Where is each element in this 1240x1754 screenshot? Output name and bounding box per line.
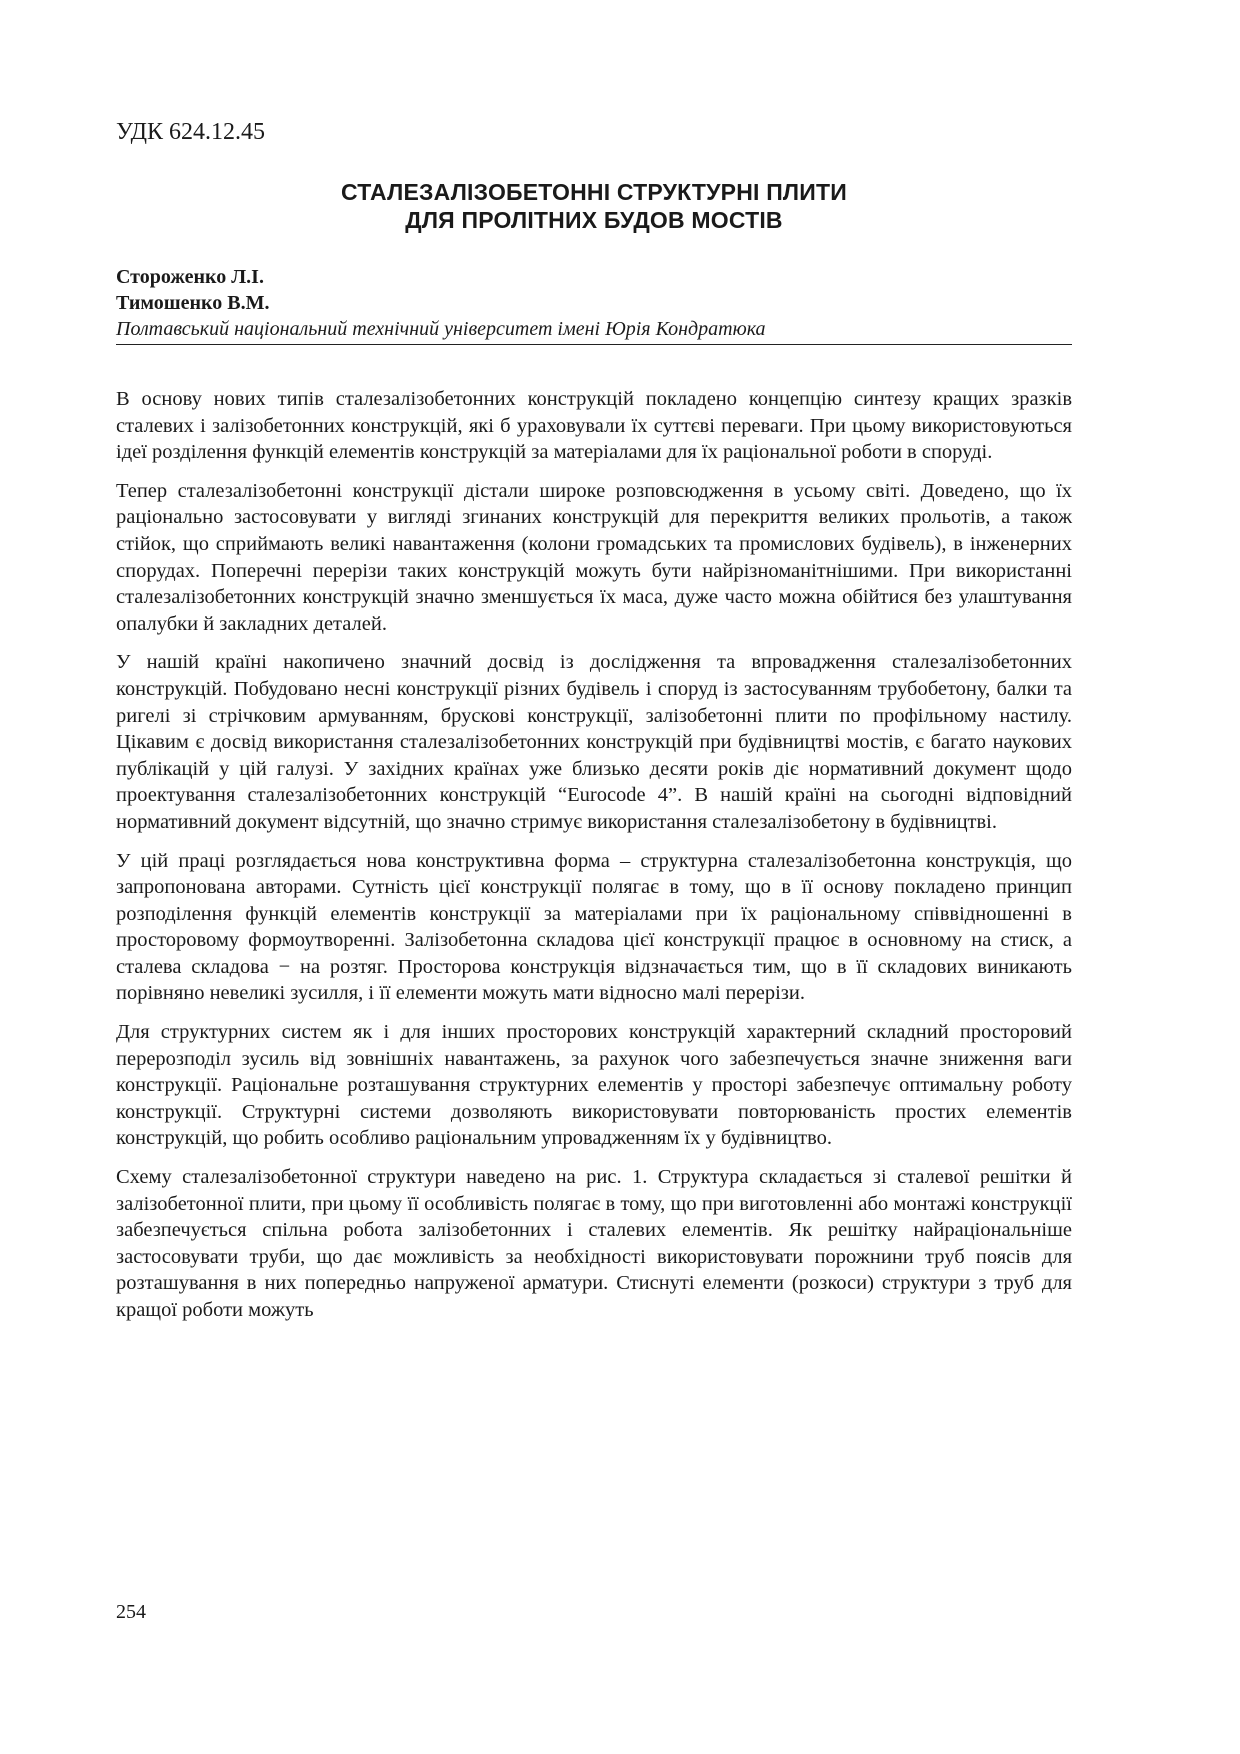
paper-title <box>116 178 1072 234</box>
body-paragraph: В основу нових типів сталезалізобетонних конструкцій покладено концепцію синтезу кращих зразків сталевих і залізобетонних конструкцій, які б ураховували їх суттєві переваги. При цьому використовуються ідеї розділення функцій елементів конструкцій за матеріалами для їх раціональної роботи в споруді. <box>116 388 1072 464</box>
article-body <box>116 386 1072 1336</box>
body-paragraph: Для структурних систем як і для інших просторових конструкцій характерний складний просторовий перерозподіл зусиль від зовнішніх навантажень, за рахунок чого забезпечується значне зниження ваги конструкції. Раціональне розташування структурних елементів у просторі забезпечує оптимальну роботу конструкції. Структурні системи дозволяють використовувати повторюваність простих елементів конструкцій, що робить особливо раціональним упровадженням їх у будівництво. <box>116 1021 1072 1150</box>
author-name: Стороженко Л.І. <box>116 266 264 288</box>
affiliation: Полтавський національний технічний університет імені Юрія Кондратюка <box>116 318 766 340</box>
title-line: ДЛЯ ПРОЛІТНИХ БУДОВ МОСТІВ <box>405 207 783 233</box>
body-paragraph: Схему сталезалізобетонної структури наведено на рис. 1. Структура складається зі сталевої решітки й залізобетонної плити, при цьому її особливість полягає в тому, що при виготовленні або монтажі конструкції забезпечується спільна робота залізобетонних і сталевих елементів. Як решітку найраціональніше застосовувати труби, що дає можливість за необхідності використовувати порожнини труб поясів для розташування в них попередньо напруженої арматури. Стиснуті елементи (розкоси) структури з труб для кращої роботи можуть <box>116 1166 1072 1321</box>
body-paragraph: У нашій країні накопичено значний досвід із дослідження та впровадження сталезалізобетонних конструкцій. Побудовано несні конструкції різних будівель і споруд із застосуванням трубобетону, балки та ригелі зі стрічковим армуванням, брускові конструкції, залізобетонні плити по профільному настилу. Цікавим є досвід використання сталезалізобетонних конструкцій при будівництві мостів, є багато наукових публікацій у цій галузі. У західних країнах уже близько десяти років діє нормативний документ щодо проектування сталезалізобетонних конструкцій “Eurocode 4”. В нашій країні на сьогодні відповідний нормативний документ відсутній, що значно стримує використання сталезалізобетону в будівництві. <box>116 651 1072 833</box>
title-line: СТАЛЕЗАЛІЗОБЕТОННІ СТРУКТУРНІ ПЛИТИ <box>341 179 847 205</box>
author-block <box>116 264 1072 342</box>
body-paragraph: Тепер сталезалізобетонні конструкції дістали широке розповсюдження в усьому світі. Доведено, що їх раціонально застосовувати у вигляді згинаних конструкцій для перекриття великих прольотів, а також стійок, що сприймають великі навантаження (колони громадських та промислових будівель), в інженерних спорудах. Поперечні перерізи таких конструкцій можуть бути найрізноманітнішими. При використанні сталезалізобетонних конструкцій значно зменшується їх маса, дуже часто можна обійтися без улаштування опалубки й закладних деталей. <box>116 479 1072 635</box>
udk-code: УДК 624.12.45 <box>116 119 265 145</box>
header-divider <box>116 344 1072 345</box>
body-paragraph: У цій праці розглядається нова конструктивна форма – структурна сталезалізобетонна конструкція, що запропонована авторами. Сутність цієї конструкції полягає в тому, що в її основу покладено принцип розподілення функцій елементів конструкції за матеріалами при їх раціональному співвідношенні в просторовому формоутворенні. Залізобетонна складова цієї конструкції працює в основному на стиск, а сталева складова − на розтяг. Просторова конструкція відзначається тим, що в її складових виникають порівняно невеликі зусилля, і її елементи можуть мати відносно малі перерізи. <box>116 849 1072 1005</box>
page-number: 254 <box>116 1601 146 1623</box>
author-name: Тимошенко В.М. <box>116 292 270 314</box>
